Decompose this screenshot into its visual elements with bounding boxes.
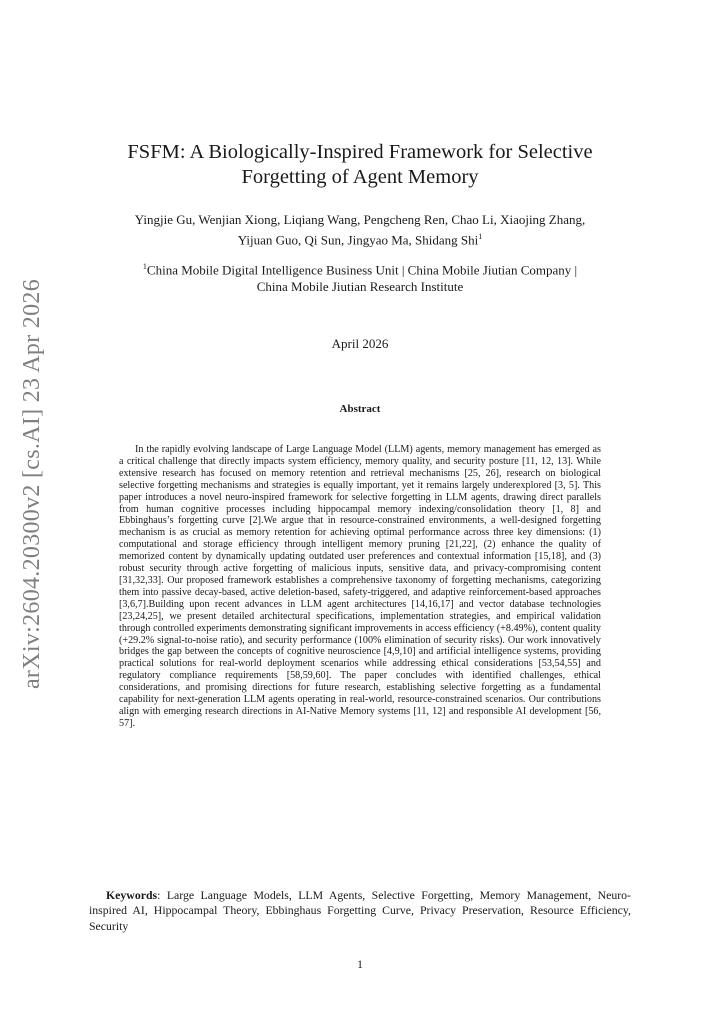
- author-affiliation-marker: 1: [478, 232, 483, 241]
- abstract-heading: Abstract: [339, 403, 381, 415]
- paper-title: [80, 140, 640, 190]
- title-line-1: FSFM: A Biologically-Inspired Framework for Selective: [127, 141, 593, 163]
- affiliation-marker: 1: [142, 262, 147, 271]
- affiliation-line-1: China Mobile Digital Intelligence Business Unit | China Mobile Jiutian Company |: [146, 262, 578, 278]
- publication-date: April 2026: [331, 336, 389, 351]
- authors-line-2: Yijuan Guo, Qi Sun, Jingyao Ma, Shidang Shi: [237, 232, 479, 248]
- arxiv-identifier: arXiv:2604.20300v2 [cs.AI] 23 Apr 2026: [19, 279, 45, 690]
- title-line-2: Forgetting of Agent Memory: [241, 166, 479, 188]
- keywords-label: Keywords: [106, 888, 158, 902]
- page-number: 1: [357, 957, 363, 971]
- affiliation: [60, 258, 660, 295]
- keywords-list: : Large Language Models, LLM Agents, Selective Forgetting, Memory Management, Neuro-inspired AI, Hippocampal Theory, Ebbinghaus Forgetting Curve, Privacy Preservation, Resource Efficiency, Security: [89, 888, 631, 933]
- abstract-body: In the rapidly evolving landscape of Large Language Model (LLM) agents, memory management has emerged as a critical challenge that directly impacts system efficiency, memory quality, and security posture [11, 12, 13]. While extensive research has focused on memory retention and retrieval mechanisms [25, 26], research on biological selective forgetting mechanisms and strategies is equally important, yet it remains largely underexplored [3, 5]. This paper introduces a novel neuro-inspired framework for selective forgetting in LLM agents, drawing direct parallels from human cognitive processes including hippocampal memory indexing/consolidation theory [1, 8] and Ebbinghaus’s forgetting curve [2].We argue that in resource-constrained environments, a well-designed forgetting mechanism is as crucial as memory retention for achieving optimal performance across three key dimensions: (1) computational and storage efficiency through intelligent memory pruning [21,22], (2) enhance the quality of memorized content by dynamically updating outdated user preferences and contextual information [15,18], and (3) robust security through active forgetting of malicious inputs, sensitive data, and privacy-compromising content [31,32,33]. Our proposed framework establishes a comprehensive taxonomy of forgetting mechanisms, categorizing them into passive decay-based, active deletion-based, safety-triggered, and adaptive reinforcement-based approaches [3,6,7].Building upon recent advances in LLM agent architectures [14,16,17] and vector database technologies [23,24,25], we present detailed architectural specifications, implementation strategies, and empirical validation through controlled experiments demonstrating significant improvements in access efficiency (+8.49%), content quality (+29.2% signal-to-noise ratio), and security performance (100% elimination of security risks). Our work innovatively bridges the gap between the concepts of cognitive neuroscience [4,9,10] and artificial intelligence systems, providing practical solutions for real-world deployment scenarios while addressing ethical considerations [53,54,55] and regulatory compliance requirements [58,59,60]. The paper concludes with identified challenges, ethical considerations, and promising directions for future research, establishing selective forgetting as a fundamental capability for next-generation LLM agents operating in real-world, resource-constrained scenarios. Our contributions align with emerging research directions in AI-Native Memory systems [11, 12] and responsible AI development [56, 57].: [119, 444, 601, 729]
- keywords-section: [89, 888, 631, 934]
- author-list: [60, 211, 660, 248]
- authors-line-1: Yingjie Gu, Wenjian Xiong, Liqiang Wang, Pengcheng Ren, Chao Li, Xiaojing Zhang,: [134, 212, 586, 227]
- affiliation-line-2: China Mobile Jiutian Research Institute: [256, 279, 464, 295]
